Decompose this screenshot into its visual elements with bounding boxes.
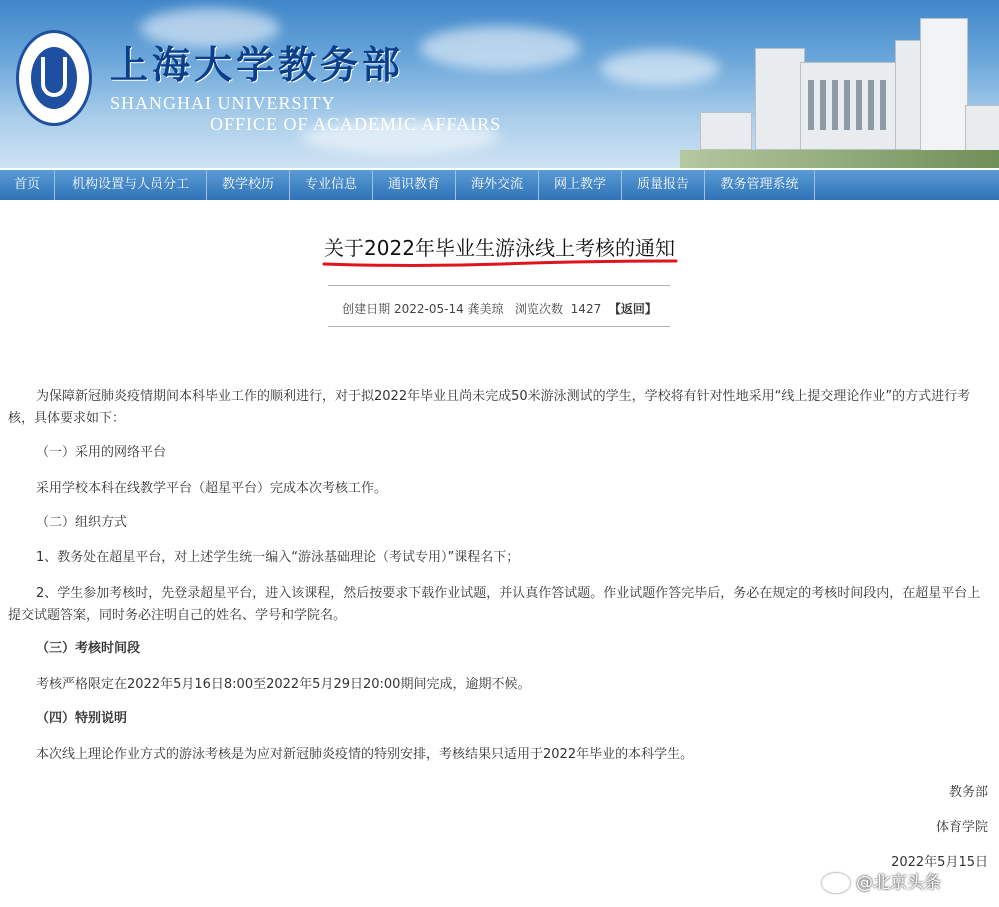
- signer-academic-affairs: 教务部: [948, 785, 988, 800]
- watermark-text: @北京头条: [856, 873, 941, 893]
- intro-paragraph: 为保障新冠肺炎疫情期间本科毕业工作的顺利进行，对于拟2022年毕业且尚未完成50米游泳测试的学生，学校将有针对性地采用“线上提交理论作业”的方式进行考核，具体要求如下：: [8, 389, 971, 426]
- article-meta: [0, 300, 999, 317]
- section-2-heading: （二）组织方式: [36, 515, 128, 530]
- cloud-decoration: [420, 26, 580, 70]
- university-logo[interactable]: [16, 30, 92, 126]
- back-link[interactable]: 【返回】: [608, 302, 657, 316]
- logo-emblem-icon: [31, 47, 77, 109]
- nav-item-general-education[interactable]: 通识教育: [373, 170, 456, 200]
- article-title: 关于2022年毕业生游泳线上考核的通知: [324, 236, 675, 260]
- nav-item-home[interactable]: 首页: [0, 170, 55, 200]
- created-label: 创建日期: [342, 302, 391, 316]
- nav-item-organization[interactable]: 机构设置与人员分工: [55, 170, 207, 200]
- nav-item-overseas-exchange[interactable]: 海外交流: [456, 170, 539, 200]
- meta-divider-bottom: [328, 326, 670, 327]
- red-underline-annotation: [322, 258, 678, 268]
- signer-sports-college: 体育学院: [935, 820, 988, 835]
- author: 龚美琼: [467, 302, 504, 316]
- weibo-icon: [822, 873, 850, 893]
- nav-item-majors[interactable]: 专业信息: [290, 170, 373, 200]
- site-title-en-line1: SHANGHAI UNIVERSITY: [110, 93, 336, 113]
- section-4-heading: （四）特别说明: [36, 711, 128, 726]
- nav-item-quality-report[interactable]: 质量报告: [622, 170, 705, 200]
- site-title-en-line2: OFFICE OF ACADEMIC AFFAIRS: [210, 114, 502, 134]
- section-2-item-2: 2、学生参加考核时，先登录超星平台，进入该课程，然后按要求下载作业试题，并认真作答试题。作业试题作答完毕后，务必在规定的考核时间段内，在超星平台上提交试题答案，同时务必注明自己的姓名、学号和学院名。: [8, 586, 981, 623]
- meta-divider-top: [328, 285, 670, 286]
- section-2-item-1: 1、教务处在超星平台，对上述学生统一编入“游泳基础理论（考试专用）”课程名下；: [36, 550, 520, 565]
- sign-date: 2022年5月15日: [891, 855, 988, 870]
- logo-u-shape-icon: [41, 57, 67, 97]
- nav-item-online-teaching[interactable]: 网上教学: [539, 170, 622, 200]
- nav-item-academic-system[interactable]: 教务管理系统: [705, 170, 815, 200]
- created-date: 2022-05-14: [393, 302, 464, 316]
- nav-item-calendar[interactable]: 教学校历: [207, 170, 290, 200]
- main-nav: [0, 170, 999, 200]
- section-3-text: 考核严格限定在2022年5月16日8:00至2022年5月29日20:00期间完成，逾期不候。: [36, 677, 531, 692]
- section-1-heading: （一）采用的网络平台: [36, 445, 167, 460]
- views-label: 浏览次数: [515, 302, 564, 316]
- views-count: 1427: [570, 302, 602, 316]
- site-title-cn: 上海大学教务部: [110, 42, 405, 87]
- cloud-decoration: [600, 50, 720, 86]
- section-4-text: 本次线上理论作业方式的游泳考核是为应对新冠肺炎疫情的特别安排，考核结果只适用于2022年毕业的本科学生。: [36, 747, 694, 762]
- section-1-text: 采用学校本科在线教学平台（超星平台）完成本次考核工作。: [36, 481, 388, 496]
- weibo-watermark: [822, 868, 941, 893]
- header-banner: [0, 0, 999, 168]
- section-3-heading: （三）考核时间段: [36, 641, 141, 656]
